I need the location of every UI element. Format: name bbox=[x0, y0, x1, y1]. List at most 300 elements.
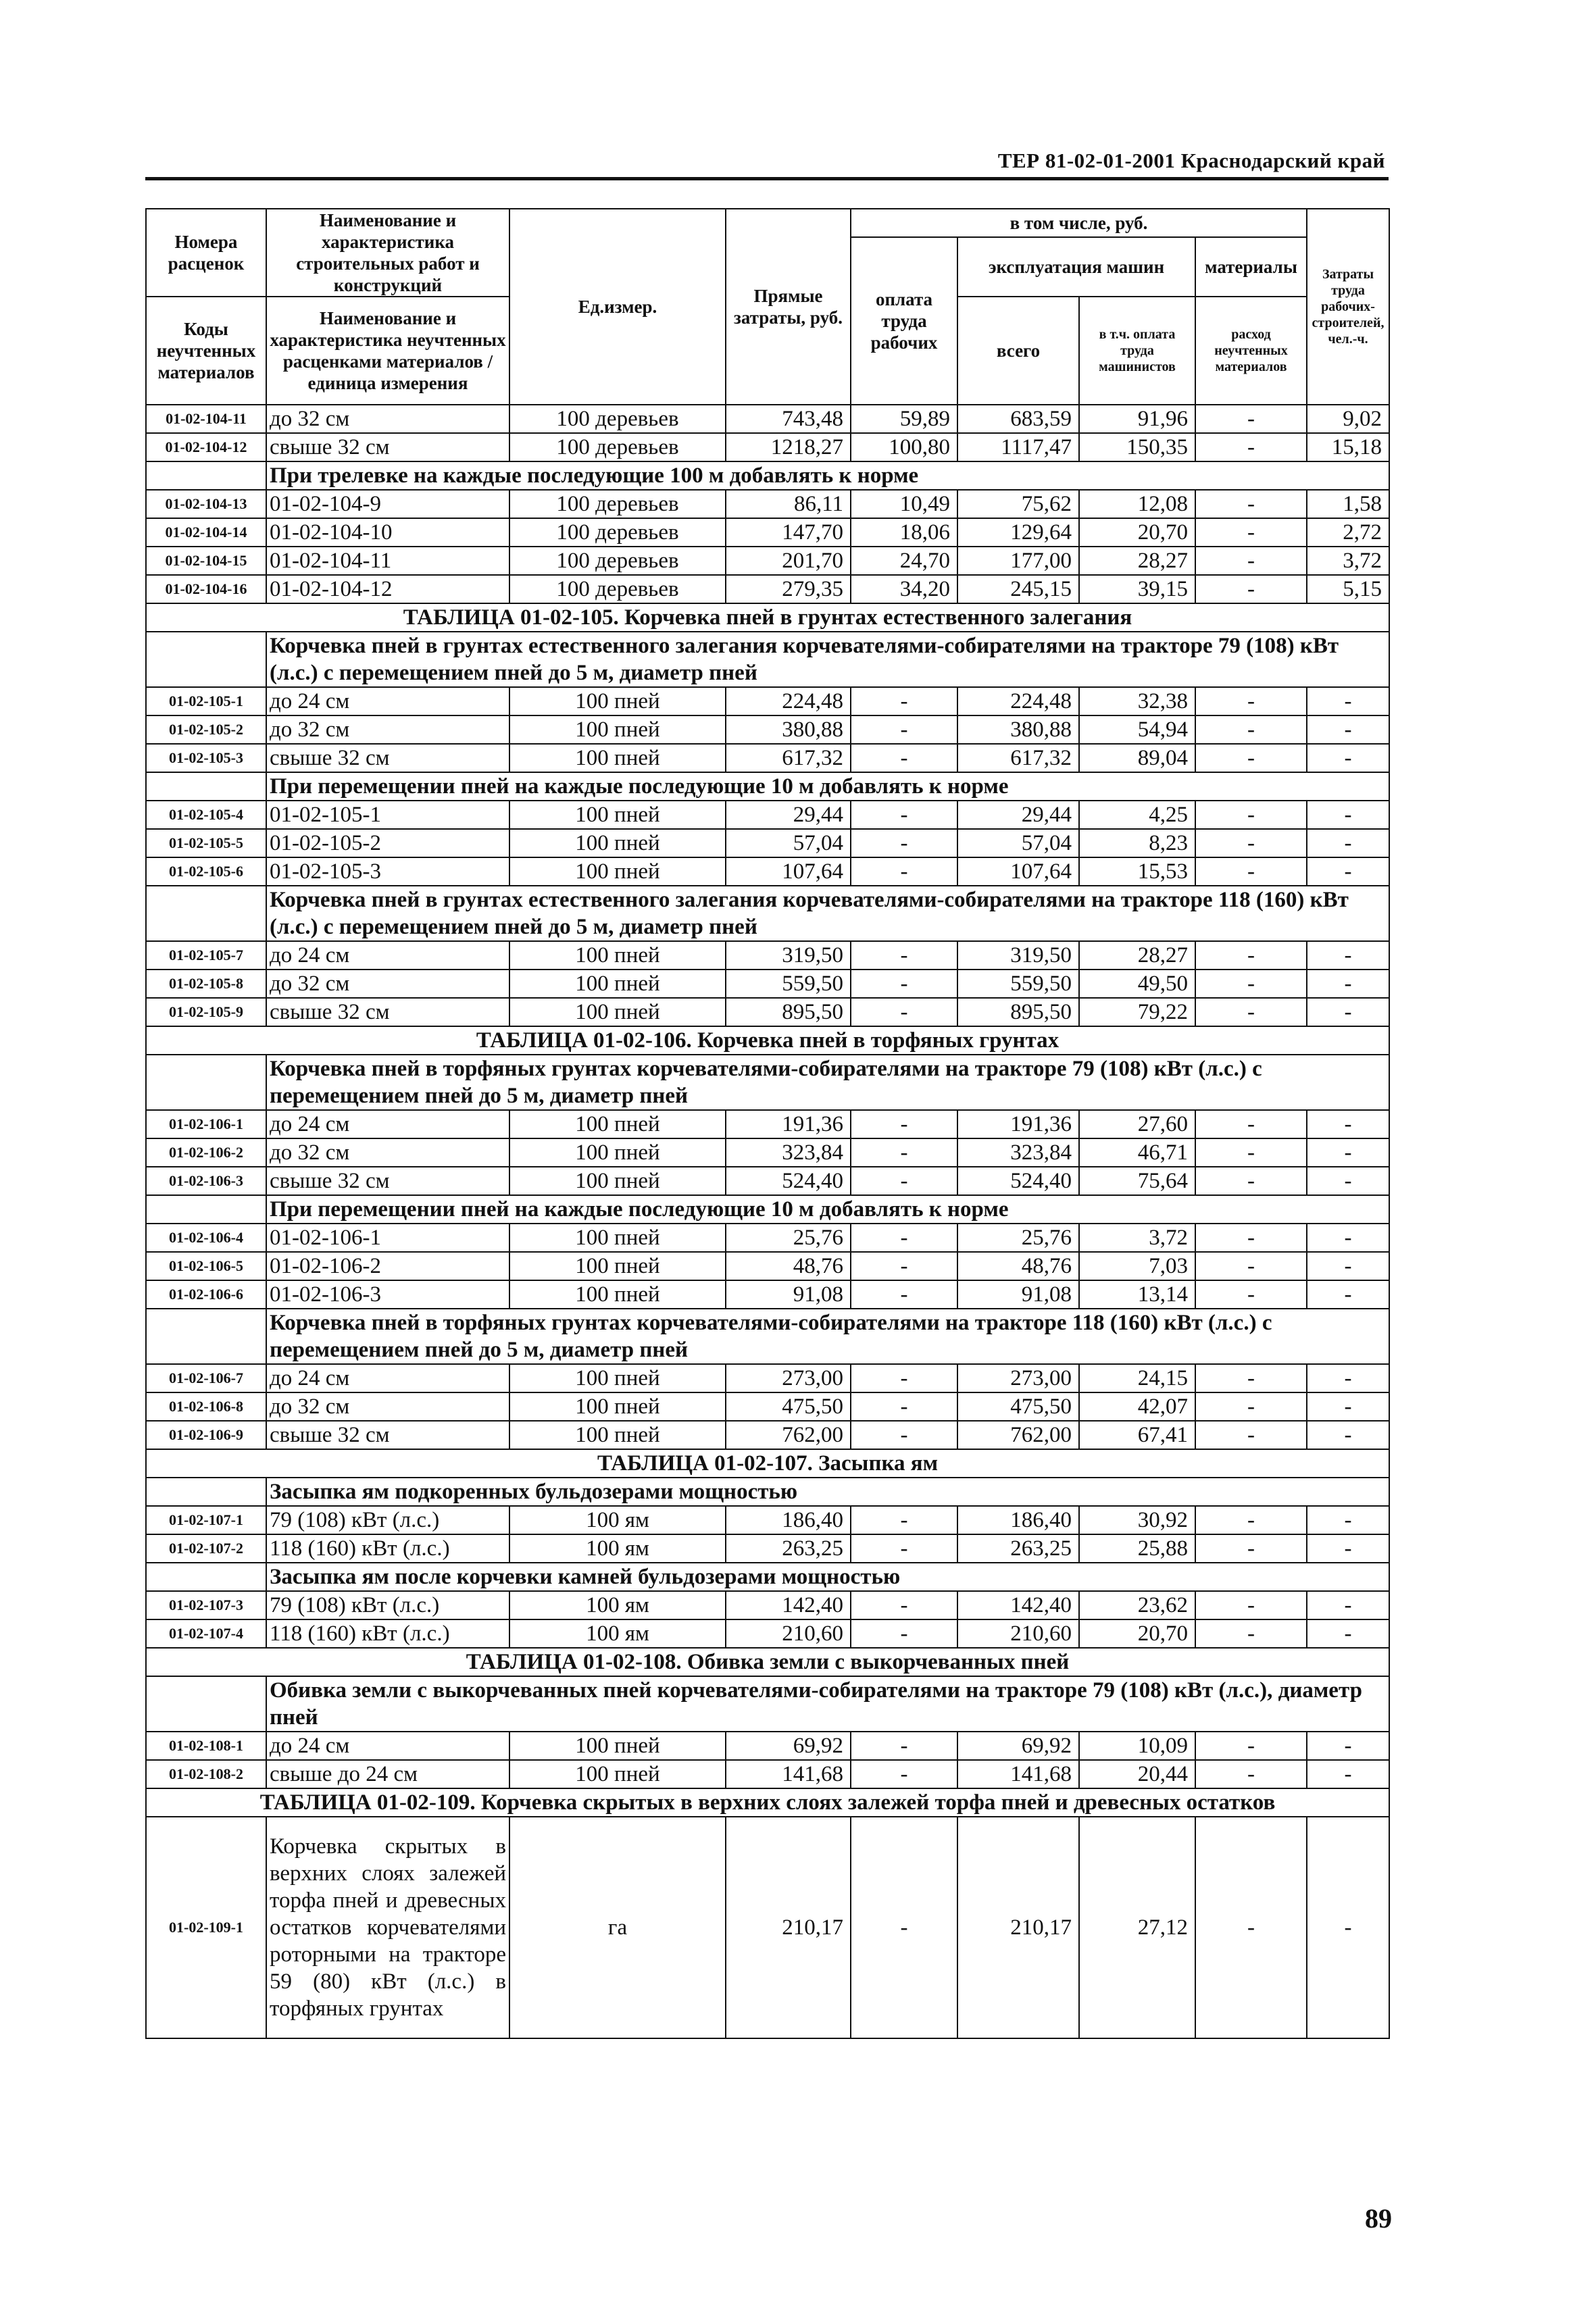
direct-cost: 743,48 bbox=[726, 405, 851, 433]
materials: - bbox=[1195, 801, 1307, 829]
group-text: Корчевка пней в грунтах естественного залегания корчевателями-собирателями на тракторе 118 (160) кВт (л.с.) с перемещением пней до 5 м, диаметр пней bbox=[266, 886, 1389, 941]
machines-total: 524,40 bbox=[957, 1167, 1079, 1195]
unit: 100 деревьев bbox=[509, 518, 726, 547]
unit: 100 деревьев bbox=[509, 490, 726, 518]
rate-code: 01-02-106-3 bbox=[146, 1167, 266, 1195]
table-row bbox=[146, 744, 1389, 772]
machines-total: 617,32 bbox=[957, 744, 1079, 772]
work-name: Корчевка скрытых в верхних слоях залежей торфа пней и древесных остатков корчевателями роторными на тракторе 59 (80) кВт (л.с.) в торфяных грунтах bbox=[266, 1817, 509, 2038]
group-heading bbox=[146, 632, 1389, 687]
table-row bbox=[146, 490, 1389, 518]
table-row bbox=[146, 433, 1389, 461]
rate-code: 01-02-105-9 bbox=[146, 998, 266, 1026]
labor: - bbox=[1307, 970, 1389, 998]
blank-cell bbox=[146, 1309, 266, 1364]
unit: 100 пней bbox=[509, 1421, 726, 1449]
labor: - bbox=[1307, 801, 1389, 829]
direct-cost: 762,00 bbox=[726, 1421, 851, 1449]
unit: 100 пней bbox=[509, 998, 726, 1026]
materials: - bbox=[1195, 1591, 1307, 1619]
table-row bbox=[146, 1506, 1389, 1534]
table-row bbox=[146, 829, 1389, 857]
group-text: Обивка земли с выкорчеванных пней корчевателями-собирателями на тракторе 79 (108) кВт (л.с.), диаметр пней bbox=[266, 1676, 1389, 1732]
col-machines: эксплуатация машин bbox=[957, 237, 1195, 297]
materials: - bbox=[1195, 857, 1307, 886]
unit: 100 ям bbox=[509, 1619, 726, 1648]
labor: - bbox=[1307, 857, 1389, 886]
labor: - bbox=[1307, 1110, 1389, 1138]
rate-code: 01-02-108-2 bbox=[146, 1760, 266, 1788]
labor: - bbox=[1307, 829, 1389, 857]
labor: 2,72 bbox=[1307, 518, 1389, 547]
machinist-wages: 30,92 bbox=[1079, 1506, 1195, 1534]
machines-total: 380,88 bbox=[957, 715, 1079, 744]
wages: - bbox=[851, 1732, 957, 1760]
machinist-wages: 46,71 bbox=[1079, 1138, 1195, 1167]
col-machines-total: всего bbox=[957, 297, 1079, 405]
wages: - bbox=[851, 1534, 957, 1563]
col-rate-number: Номера расценок bbox=[146, 209, 266, 297]
col-materials: материалы bbox=[1195, 237, 1307, 297]
direct-cost: 263,25 bbox=[726, 1534, 851, 1563]
table-section-title bbox=[146, 1449, 1389, 1478]
blank-cell bbox=[146, 1478, 266, 1506]
wages: - bbox=[851, 1760, 957, 1788]
table-row bbox=[146, 1732, 1389, 1760]
labor: - bbox=[1307, 1591, 1389, 1619]
materials: - bbox=[1195, 575, 1307, 603]
machinist-wages: 75,64 bbox=[1079, 1167, 1195, 1195]
table-row bbox=[146, 1534, 1389, 1563]
work-name: 118 (160) кВт (л.с.) bbox=[266, 1534, 509, 1563]
table-row bbox=[146, 405, 1389, 433]
wages: - bbox=[851, 1110, 957, 1138]
work-name: 79 (108) кВт (л.с.) bbox=[266, 1591, 509, 1619]
labor: - bbox=[1307, 1760, 1389, 1788]
materials: - bbox=[1195, 1619, 1307, 1648]
machines-total: 48,76 bbox=[957, 1252, 1079, 1280]
section-title-text: ТАБЛИЦА 01-02-105. Корчевка пней в грунтах естественного залегания bbox=[146, 603, 1389, 632]
unit: га bbox=[509, 1817, 726, 2038]
group-text: Корчевка пней в грунтах естественного залегания корчевателями-собирателями на тракторе 79 (108) кВт (л.с.) с перемещением пней до 5 м, диаметр пней bbox=[266, 632, 1389, 687]
machinist-wages: 27,12 bbox=[1079, 1817, 1195, 2038]
table-section-title bbox=[146, 1026, 1389, 1055]
work-name: 01-02-106-1 bbox=[266, 1224, 509, 1252]
direct-cost: 210,17 bbox=[726, 1817, 851, 2038]
table-row bbox=[146, 1224, 1389, 1252]
group-text: При трелевке на каждые последующие 100 м добавлять к норме bbox=[266, 461, 1389, 490]
work-name: до 32 см bbox=[266, 1138, 509, 1167]
wages: 10,49 bbox=[851, 490, 957, 518]
rate-code: 01-02-106-2 bbox=[146, 1138, 266, 1167]
materials: - bbox=[1195, 490, 1307, 518]
machines-total: 129,64 bbox=[957, 518, 1079, 547]
direct-cost: 48,76 bbox=[726, 1252, 851, 1280]
direct-cost: 475,50 bbox=[726, 1392, 851, 1421]
unit: 100 ям bbox=[509, 1591, 726, 1619]
work-name: свыше 32 см bbox=[266, 433, 509, 461]
unit: 100 пней bbox=[509, 941, 726, 970]
machines-total: 25,76 bbox=[957, 1224, 1079, 1252]
col-including: в том числе, руб. bbox=[851, 209, 1307, 237]
unit: 100 пней bbox=[509, 801, 726, 829]
work-name: 01-02-106-2 bbox=[266, 1252, 509, 1280]
rate-code: 01-02-106-4 bbox=[146, 1224, 266, 1252]
wages: - bbox=[851, 1364, 957, 1392]
machinist-wages: 7,03 bbox=[1079, 1252, 1195, 1280]
table-section-title bbox=[146, 1648, 1389, 1676]
blank-cell bbox=[146, 772, 266, 801]
blank-cell bbox=[146, 1676, 266, 1732]
rate-code: 01-02-107-3 bbox=[146, 1591, 266, 1619]
unit: 100 деревьев bbox=[509, 433, 726, 461]
blank-cell bbox=[146, 886, 266, 941]
machines-total: 263,25 bbox=[957, 1534, 1079, 1563]
table-row bbox=[146, 1591, 1389, 1619]
materials: - bbox=[1195, 970, 1307, 998]
unit: 100 пней bbox=[509, 1732, 726, 1760]
materials: - bbox=[1195, 518, 1307, 547]
materials: - bbox=[1195, 547, 1307, 575]
blank-cell bbox=[146, 632, 266, 687]
machinist-wages: 32,38 bbox=[1079, 687, 1195, 715]
machinist-wages: 91,96 bbox=[1079, 405, 1195, 433]
machines-total: 75,62 bbox=[957, 490, 1079, 518]
labor: - bbox=[1307, 1732, 1389, 1760]
labor: - bbox=[1307, 1167, 1389, 1195]
work-name: свыше 32 см bbox=[266, 998, 509, 1026]
table-section-title bbox=[146, 603, 1389, 632]
unit: 100 пней bbox=[509, 1167, 726, 1195]
wages: 18,06 bbox=[851, 518, 957, 547]
machines-total: 762,00 bbox=[957, 1421, 1079, 1449]
machinist-wages: 25,88 bbox=[1079, 1534, 1195, 1563]
rate-code: 01-02-109-1 bbox=[146, 1817, 266, 2038]
work-name: до 24 см bbox=[266, 687, 509, 715]
rate-code: 01-02-105-3 bbox=[146, 744, 266, 772]
direct-cost: 25,76 bbox=[726, 1224, 851, 1252]
materials: - bbox=[1195, 1760, 1307, 1788]
labor: - bbox=[1307, 1534, 1389, 1563]
machines-total: 559,50 bbox=[957, 970, 1079, 998]
rate-code: 01-02-107-1 bbox=[146, 1506, 266, 1534]
wages: - bbox=[851, 1252, 957, 1280]
machines-total: 245,15 bbox=[957, 575, 1079, 603]
work-name: свыше 32 см bbox=[266, 744, 509, 772]
group-text: Корчевка пней в торфяных грунтах корчевателями-собирателями на тракторе 118 (160) кВт (л.с.) с перемещением пней до 5 м, диаметр пней bbox=[266, 1309, 1389, 1364]
materials: - bbox=[1195, 1534, 1307, 1563]
rate-code: 01-02-106-5 bbox=[146, 1252, 266, 1280]
table-row bbox=[146, 575, 1389, 603]
labor: - bbox=[1307, 1506, 1389, 1534]
wages: - bbox=[851, 1167, 957, 1195]
wages: - bbox=[851, 1817, 957, 2038]
rate-code: 01-02-106-8 bbox=[146, 1392, 266, 1421]
blank-cell bbox=[146, 461, 266, 490]
work-name: до 32 см bbox=[266, 970, 509, 998]
work-name: свыше 32 см bbox=[266, 1421, 509, 1449]
work-name: 79 (108) кВт (л.с.) bbox=[266, 1506, 509, 1534]
labor: - bbox=[1307, 1364, 1389, 1392]
unit: 100 деревьев bbox=[509, 547, 726, 575]
unit: 100 деревьев bbox=[509, 575, 726, 603]
wages: - bbox=[851, 801, 957, 829]
machinist-wages: 39,15 bbox=[1079, 575, 1195, 603]
materials: - bbox=[1195, 744, 1307, 772]
direct-cost: 86,11 bbox=[726, 490, 851, 518]
rate-code: 01-02-105-7 bbox=[146, 941, 266, 970]
rate-code: 01-02-107-4 bbox=[146, 1619, 266, 1648]
wages: - bbox=[851, 857, 957, 886]
materials: - bbox=[1195, 1364, 1307, 1392]
table-row bbox=[146, 1817, 1389, 2038]
machinist-wages: 4,25 bbox=[1079, 801, 1195, 829]
machinist-wages: 8,23 bbox=[1079, 829, 1195, 857]
group-text: Засыпка ям после корчевки камней бульдозерами мощностью bbox=[266, 1563, 1389, 1591]
group-heading bbox=[146, 461, 1389, 490]
labor: - bbox=[1307, 1817, 1389, 2038]
wages: - bbox=[851, 970, 957, 998]
wages: - bbox=[851, 687, 957, 715]
direct-cost: 29,44 bbox=[726, 801, 851, 829]
wages: - bbox=[851, 1280, 957, 1309]
machinist-wages: 10,09 bbox=[1079, 1732, 1195, 1760]
labor: 15,18 bbox=[1307, 433, 1389, 461]
rate-code: 01-02-104-15 bbox=[146, 547, 266, 575]
wages: - bbox=[851, 1421, 957, 1449]
machinist-wages: 20,44 bbox=[1079, 1760, 1195, 1788]
page-number: 89 bbox=[1365, 2203, 1392, 2234]
table-row bbox=[146, 1619, 1389, 1648]
direct-cost: 107,64 bbox=[726, 857, 851, 886]
machinist-wages: 89,04 bbox=[1079, 744, 1195, 772]
machinist-wages: 12,08 bbox=[1079, 490, 1195, 518]
machinist-wages: 49,50 bbox=[1079, 970, 1195, 998]
col-material-name: Наименование и характеристика неучтенных расценками материалов / единица измерения bbox=[266, 297, 509, 405]
rate-code: 01-02-105-5 bbox=[146, 829, 266, 857]
rate-code: 01-02-104-16 bbox=[146, 575, 266, 603]
direct-cost: 210,60 bbox=[726, 1619, 851, 1648]
materials: - bbox=[1195, 1224, 1307, 1252]
work-name: до 32 см bbox=[266, 405, 509, 433]
table-body bbox=[146, 405, 1389, 2038]
materials: - bbox=[1195, 715, 1307, 744]
machines-total: 683,59 bbox=[957, 405, 1079, 433]
machines-total: 273,00 bbox=[957, 1364, 1079, 1392]
labor: - bbox=[1307, 1280, 1389, 1309]
work-name: до 32 см bbox=[266, 715, 509, 744]
col-labor: Затраты труда рабочих-строителей, чел.-ч. bbox=[1307, 209, 1389, 405]
machinist-wages: 27,60 bbox=[1079, 1110, 1195, 1138]
machines-total: 475,50 bbox=[957, 1392, 1079, 1421]
machinist-wages: 20,70 bbox=[1079, 1619, 1195, 1648]
rate-code: 01-02-104-11 bbox=[146, 405, 266, 433]
materials: - bbox=[1195, 1392, 1307, 1421]
wages: 59,89 bbox=[851, 405, 957, 433]
wages: 100,80 bbox=[851, 433, 957, 461]
machinist-wages: 15,53 bbox=[1079, 857, 1195, 886]
group-text: При перемещении пней на каждые последующие 10 м добавлять к норме bbox=[266, 1195, 1389, 1224]
machines-total: 107,64 bbox=[957, 857, 1079, 886]
machinist-wages: 24,15 bbox=[1079, 1364, 1195, 1392]
unit: 100 пней bbox=[509, 1110, 726, 1138]
unit: 100 пней bbox=[509, 1392, 726, 1421]
machinist-wages: 13,14 bbox=[1079, 1280, 1195, 1309]
wages: 34,20 bbox=[851, 575, 957, 603]
labor: 1,58 bbox=[1307, 490, 1389, 518]
labor: 9,02 bbox=[1307, 405, 1389, 433]
rate-code: 01-02-105-1 bbox=[146, 687, 266, 715]
section-title-text: ТАБЛИЦА 01-02-109. Корчевка скрытых в верхних слоях залежей торфа пней и древесных остатков bbox=[146, 1788, 1389, 1817]
materials: - bbox=[1195, 405, 1307, 433]
direct-cost: 186,40 bbox=[726, 1506, 851, 1534]
materials: - bbox=[1195, 1280, 1307, 1309]
machinist-wages: 67,41 bbox=[1079, 1421, 1195, 1449]
table-row bbox=[146, 1167, 1389, 1195]
unit: 100 деревьев bbox=[509, 405, 726, 433]
materials: - bbox=[1195, 1732, 1307, 1760]
table-row bbox=[146, 998, 1389, 1026]
unit: 100 пней bbox=[509, 1138, 726, 1167]
col-direct-cost: Прямые затраты, руб. bbox=[726, 209, 851, 405]
direct-cost: 191,36 bbox=[726, 1110, 851, 1138]
table-row bbox=[146, 1138, 1389, 1167]
labor: - bbox=[1307, 1619, 1389, 1648]
labor: - bbox=[1307, 1252, 1389, 1280]
direct-cost: 559,50 bbox=[726, 970, 851, 998]
labor: - bbox=[1307, 1421, 1389, 1449]
machines-total: 895,50 bbox=[957, 998, 1079, 1026]
wages: - bbox=[851, 829, 957, 857]
labor: 5,15 bbox=[1307, 575, 1389, 603]
machinist-wages: 3,72 bbox=[1079, 1224, 1195, 1252]
rate-code: 01-02-106-7 bbox=[146, 1364, 266, 1392]
machines-total: 177,00 bbox=[957, 547, 1079, 575]
labor: - bbox=[1307, 744, 1389, 772]
unit: 100 пней bbox=[509, 715, 726, 744]
direct-cost: 69,92 bbox=[726, 1732, 851, 1760]
header-rule bbox=[145, 177, 1389, 180]
machines-total: 69,92 bbox=[957, 1732, 1079, 1760]
group-heading bbox=[146, 1478, 1389, 1506]
group-heading bbox=[146, 1195, 1389, 1224]
unit: 100 пней bbox=[509, 1280, 726, 1309]
rate-code: 01-02-108-1 bbox=[146, 1732, 266, 1760]
direct-cost: 142,40 bbox=[726, 1591, 851, 1619]
machines-total: 141,68 bbox=[957, 1760, 1079, 1788]
rate-code: 01-02-105-8 bbox=[146, 970, 266, 998]
materials: - bbox=[1195, 1138, 1307, 1167]
rate-code: 01-02-106-9 bbox=[146, 1421, 266, 1449]
col-material-use: расход неучтенных материалов bbox=[1195, 297, 1307, 405]
work-name: 01-02-104-10 bbox=[266, 518, 509, 547]
section-title-text: ТАБЛИЦА 01-02-106. Корчевка пней в торфяных грунтах bbox=[146, 1026, 1389, 1055]
materials: - bbox=[1195, 1167, 1307, 1195]
direct-cost: 617,32 bbox=[726, 744, 851, 772]
machines-total: 191,36 bbox=[957, 1110, 1079, 1138]
group-heading bbox=[146, 772, 1389, 801]
wages: - bbox=[851, 1392, 957, 1421]
work-name: 118 (160) кВт (л.с.) bbox=[266, 1619, 509, 1648]
group-heading bbox=[146, 1676, 1389, 1732]
wages: - bbox=[851, 744, 957, 772]
group-heading bbox=[146, 1563, 1389, 1591]
table-row bbox=[146, 715, 1389, 744]
rate-code: 01-02-106-6 bbox=[146, 1280, 266, 1309]
materials: - bbox=[1195, 1817, 1307, 2038]
group-text: Засыпка ям подкоренных бульдозерами мощностью bbox=[266, 1478, 1389, 1506]
materials: - bbox=[1195, 433, 1307, 461]
unit: 100 пней bbox=[509, 1252, 726, 1280]
rate-code: 01-02-105-4 bbox=[146, 801, 266, 829]
labor: - bbox=[1307, 941, 1389, 970]
machinist-wages: 20,70 bbox=[1079, 518, 1195, 547]
wages: - bbox=[851, 1506, 957, 1534]
machines-total: 319,50 bbox=[957, 941, 1079, 970]
table-row bbox=[146, 1364, 1389, 1392]
labor: - bbox=[1307, 1224, 1389, 1252]
table-row bbox=[146, 1392, 1389, 1421]
group-text: Корчевка пней в торфяных грунтах корчевателями-собирателями на тракторе 79 (108) кВт (л.с.) с перемещением пней до 5 м, диаметр пней bbox=[266, 1055, 1389, 1110]
unit: 100 ям bbox=[509, 1534, 726, 1563]
machinist-wages: 28,27 bbox=[1079, 941, 1195, 970]
table-row bbox=[146, 1252, 1389, 1280]
rates-table bbox=[145, 208, 1390, 2039]
work-name: до 24 см bbox=[266, 1732, 509, 1760]
machines-total: 210,17 bbox=[957, 1817, 1079, 2038]
materials: - bbox=[1195, 1110, 1307, 1138]
table-header bbox=[146, 209, 1389, 405]
section-title-text: ТАБЛИЦА 01-02-107. Засыпка ям bbox=[146, 1449, 1389, 1478]
labor: - bbox=[1307, 1138, 1389, 1167]
direct-cost: 323,84 bbox=[726, 1138, 851, 1167]
direct-cost: 147,70 bbox=[726, 518, 851, 547]
group-heading bbox=[146, 1309, 1389, 1364]
table-row bbox=[146, 941, 1389, 970]
work-name: свыше до 24 см bbox=[266, 1760, 509, 1788]
work-name: 01-02-105-3 bbox=[266, 857, 509, 886]
direct-cost: 224,48 bbox=[726, 687, 851, 715]
machinist-wages: 23,62 bbox=[1079, 1591, 1195, 1619]
direct-cost: 273,00 bbox=[726, 1364, 851, 1392]
rate-code: 01-02-106-1 bbox=[146, 1110, 266, 1138]
unit: 100 пней bbox=[509, 857, 726, 886]
col-material-code: Коды неучтенных материалов bbox=[146, 297, 266, 405]
machines-total: 29,44 bbox=[957, 801, 1079, 829]
group-text: При перемещении пней на каждые последующие 10 м добавлять к норме bbox=[266, 772, 1389, 801]
labor: - bbox=[1307, 1392, 1389, 1421]
col-machinist-wages: в т.ч. оплата труда машинистов bbox=[1079, 297, 1195, 405]
table-row bbox=[146, 518, 1389, 547]
unit: 100 пней bbox=[509, 1364, 726, 1392]
work-name: до 24 см bbox=[266, 1364, 509, 1392]
work-name: 01-02-105-1 bbox=[266, 801, 509, 829]
labor: - bbox=[1307, 687, 1389, 715]
unit: 100 пней bbox=[509, 1760, 726, 1788]
wages: - bbox=[851, 715, 957, 744]
labor: 3,72 bbox=[1307, 547, 1389, 575]
wages: - bbox=[851, 998, 957, 1026]
machines-total: 186,40 bbox=[957, 1506, 1079, 1534]
col-work-name: Наименование и характеристика строительных работ и конструкций bbox=[266, 209, 509, 297]
rate-code: 01-02-105-6 bbox=[146, 857, 266, 886]
rate-code: 01-02-104-12 bbox=[146, 433, 266, 461]
machinist-wages: 150,35 bbox=[1079, 433, 1195, 461]
unit: 100 пней bbox=[509, 1224, 726, 1252]
materials: - bbox=[1195, 829, 1307, 857]
direct-cost: 141,68 bbox=[726, 1760, 851, 1788]
machines-total: 91,08 bbox=[957, 1280, 1079, 1309]
